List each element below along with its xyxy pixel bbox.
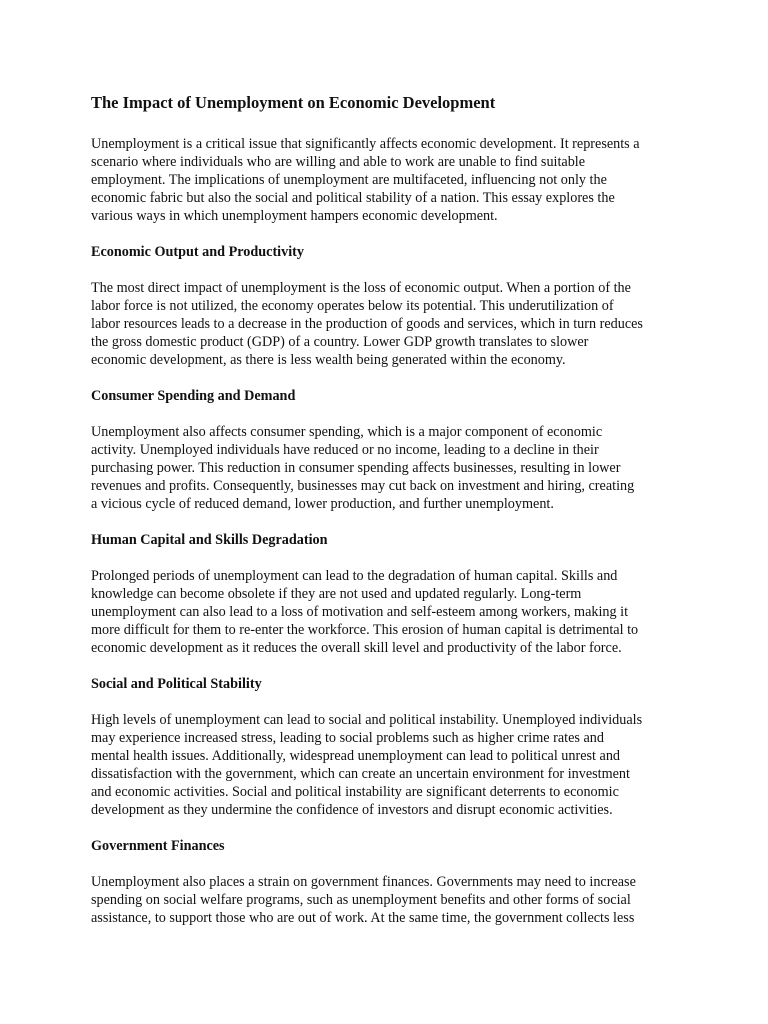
text-line: and economic activities. Social and political instability are significant deterrents to economic bbox=[91, 784, 619, 800]
section-heading-social-political: Social and Political Stability bbox=[91, 676, 262, 692]
text-line: employment. The implications of unemployment are multifaceted, influencing not only the bbox=[91, 172, 607, 188]
text-line: revenues and profits. Consequently, businesses may cut back on investment and hiring, creating bbox=[91, 478, 635, 494]
text-line: assistance, to support those who are out of work. At the same time, the government collects less bbox=[91, 910, 635, 926]
text-line: the gross domestic product (GDP) of a country. Lower GDP growth translates to slower bbox=[91, 334, 589, 350]
text-line: more difficult for them to re-enter the workforce. This erosion of human capital is detrimental to bbox=[91, 622, 639, 638]
text-line: Unemployment also places a strain on government finances. Governments may need to increase bbox=[91, 874, 636, 890]
document-page bbox=[91, 93, 691, 945]
section-paragraph-economic-output bbox=[91, 279, 691, 369]
text-line: economic development, as there is less wealth being generated within the economy. bbox=[91, 352, 566, 368]
section-heading-government-finances: Government Finances bbox=[91, 838, 225, 854]
text-line: knowledge can become obsolete if they are not used and updated regularly. Long-term bbox=[91, 586, 582, 602]
text-line: High levels of unemployment can lead to social and political instability. Unemployed individuals bbox=[91, 712, 643, 728]
text-line: various ways in which unemployment hampers economic development. bbox=[91, 208, 498, 224]
text-line: development as they undermine the confidence of investors and disrupt economic activities. bbox=[91, 802, 613, 818]
intro-paragraph bbox=[91, 135, 691, 225]
text-line: economic fabric but also the social and political stability of a nation. This essay explores the bbox=[91, 190, 615, 206]
text-line: Unemployment also affects consumer spending, which is a major component of economic bbox=[91, 424, 603, 440]
text-line: purchasing power. This reduction in consumer spending affects businesses, resulting in lower bbox=[91, 460, 621, 476]
text-line: Prolonged periods of unemployment can lead to the degradation of human capital. Skills and bbox=[91, 568, 618, 584]
section-paragraph-consumer-spending bbox=[91, 423, 691, 513]
text-line: economic development as it reduces the overall skill level and productivity of the labor force. bbox=[91, 640, 622, 656]
text-line: labor force is not utilized, the economy operates below its potential. This underutilization of bbox=[91, 298, 614, 314]
section-paragraph-social-political bbox=[91, 711, 691, 819]
section-heading-consumer-spending: Consumer Spending and Demand bbox=[91, 388, 296, 404]
text-line: may experience increased stress, leading to social problems such as higher crime rates and bbox=[91, 730, 604, 746]
text-line: labor resources leads to a decrease in the production of goods and services, which in turn reduces bbox=[91, 316, 643, 332]
text-line: unemployment can also lead to a loss of motivation and self-esteem among workers, making it bbox=[91, 604, 629, 620]
text-line: spending on social welfare programs, such as unemployment benefits and other forms of social bbox=[91, 892, 631, 908]
text-line: mental health issues. Additionally, widespread unemployment can lead to political unrest and bbox=[91, 748, 621, 764]
text-line: a vicious cycle of reduced demand, lower production, and further unemployment. bbox=[91, 496, 554, 512]
text-line: Unemployment is a critical issue that significantly affects economic development. It represents a bbox=[91, 136, 640, 152]
section-paragraph-government-finances bbox=[91, 873, 691, 927]
section-heading-economic-output: Economic Output and Productivity bbox=[91, 244, 304, 260]
document-title: The Impact of Unemployment on Economic Development bbox=[91, 93, 496, 112]
section-heading-human-capital: Human Capital and Skills Degradation bbox=[91, 532, 328, 548]
section-paragraph-human-capital bbox=[91, 567, 691, 657]
text-line: dissatisfaction with the government, which can create an uncertain environment for investment bbox=[91, 766, 630, 782]
text-line: activity. Unemployed individuals have reduced or no income, leading to a decline in their bbox=[91, 442, 599, 458]
text-line: scenario where individuals who are willing and able to work are unable to find suitable bbox=[91, 154, 586, 170]
text-line: The most direct impact of unemployment is the loss of economic output. When a portion of the bbox=[91, 280, 631, 296]
